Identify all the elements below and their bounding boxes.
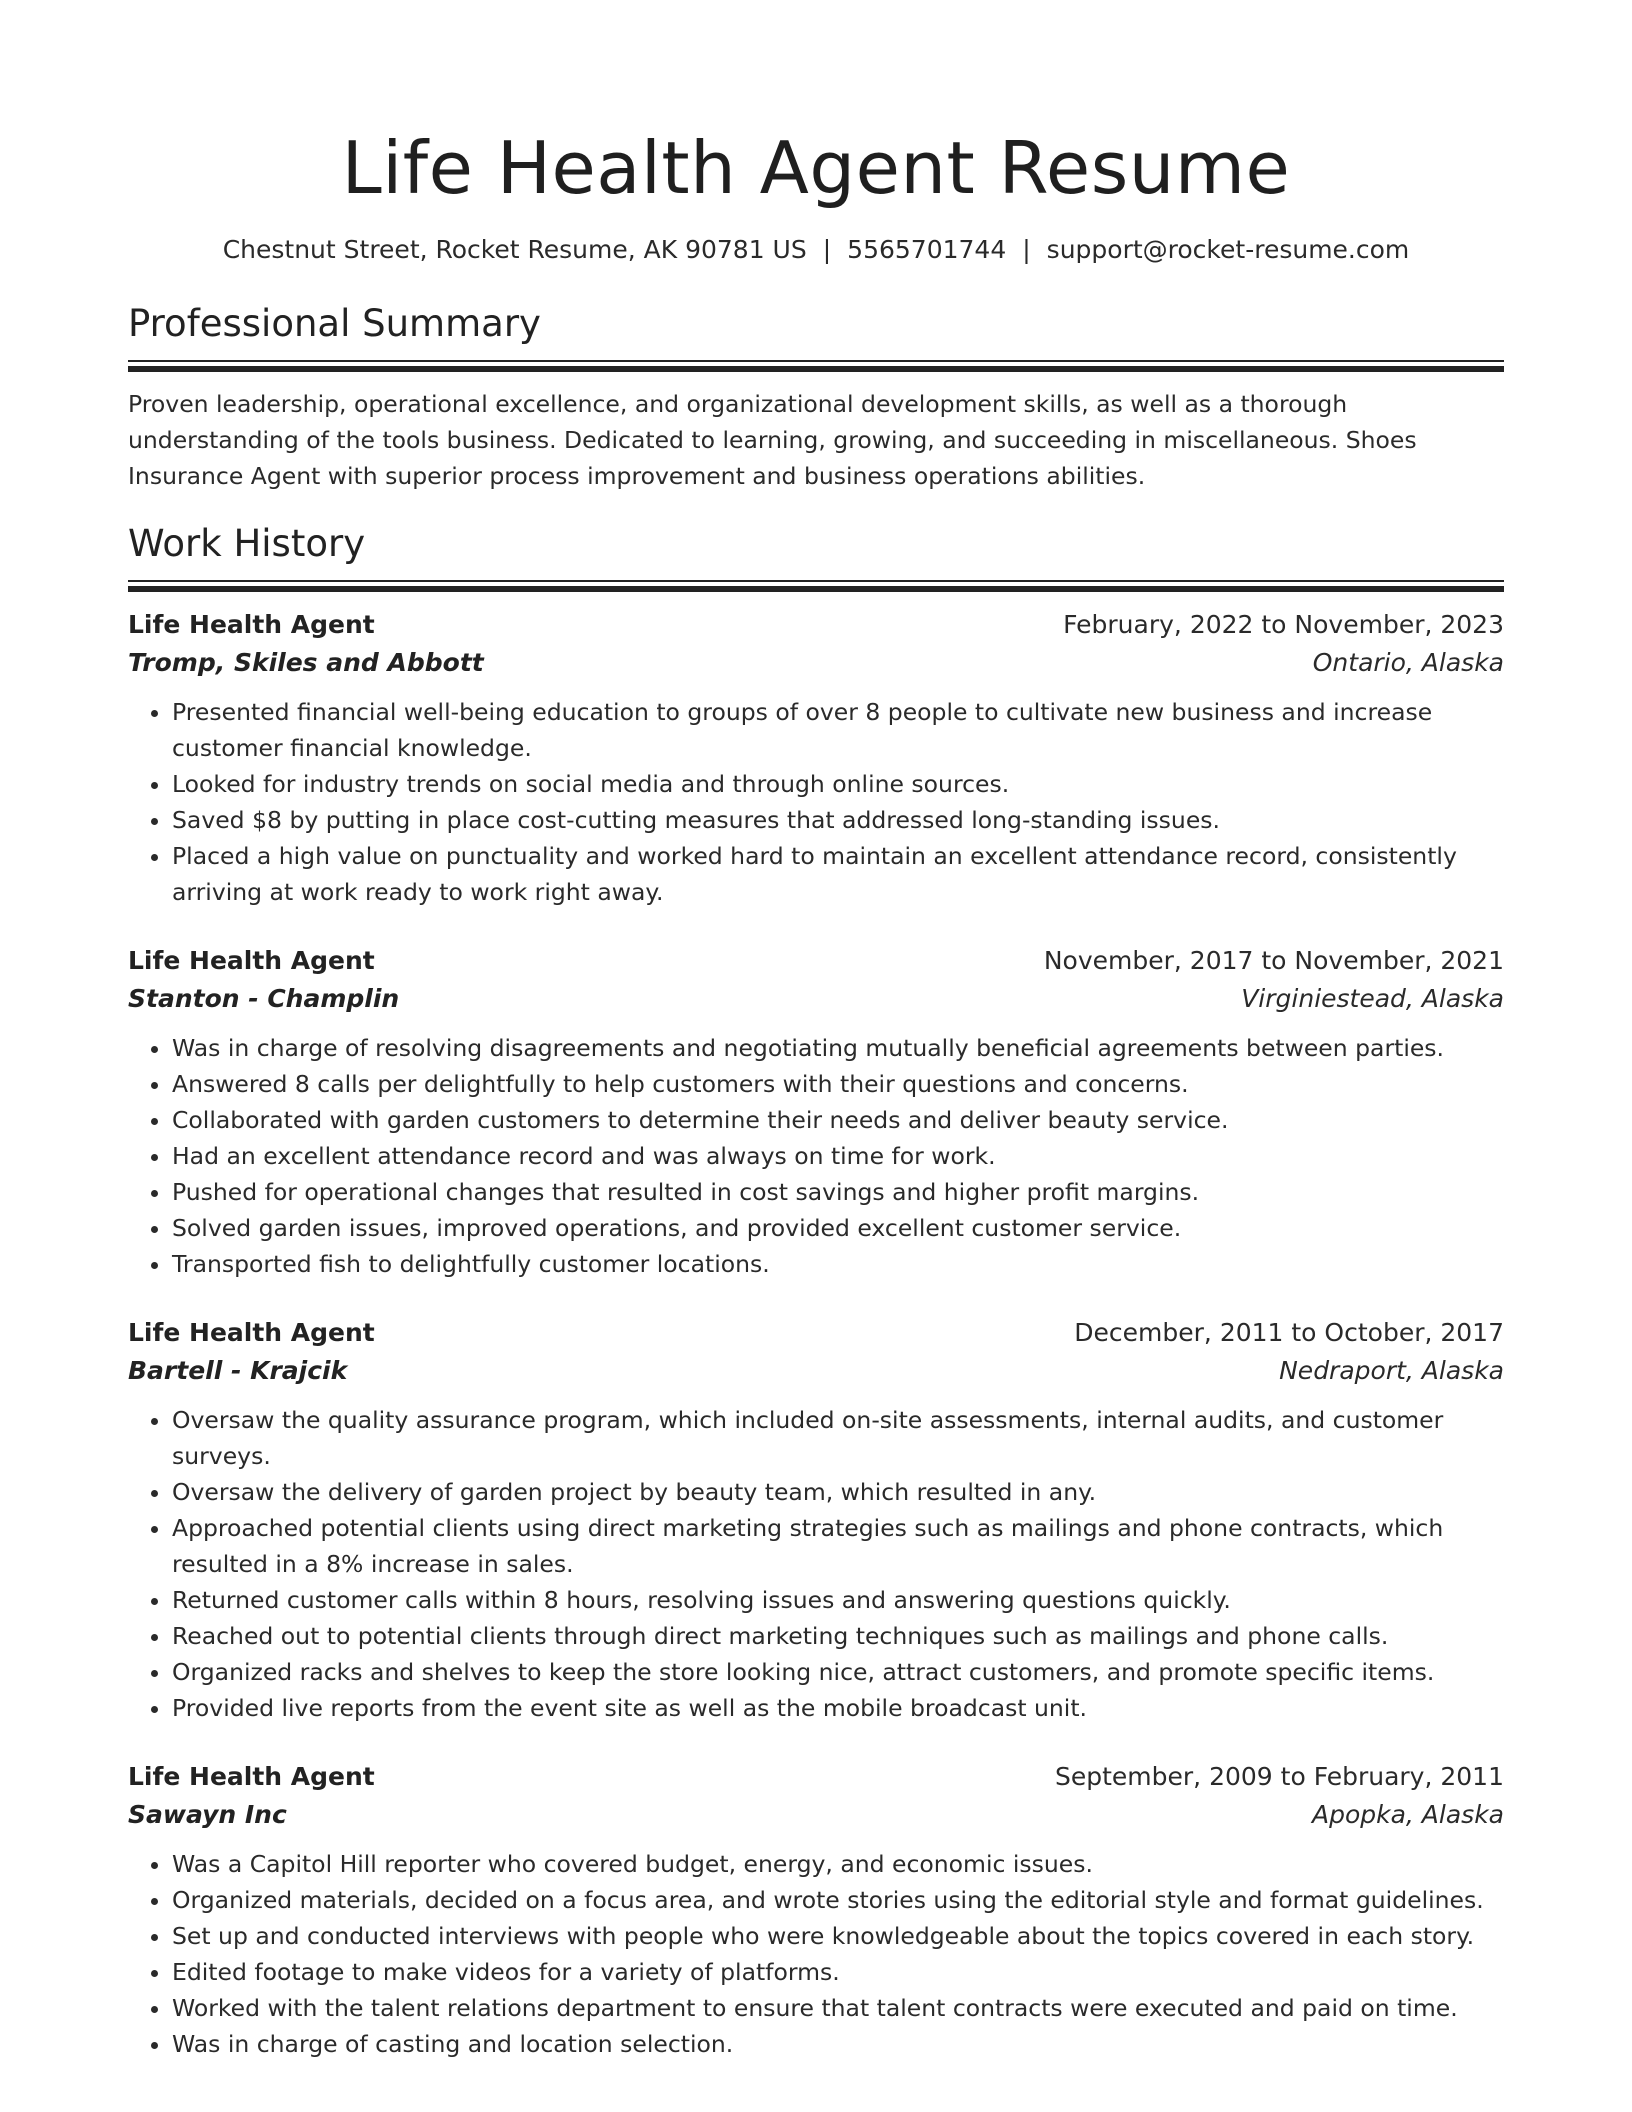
- job-company-row: [128, 644, 1504, 682]
- job-header-row: [128, 1314, 1504, 1352]
- job-bullet: • Organized materials, decided on a focus area, and wrote stories using the editorial style and format guidelines.: [172, 1882, 1504, 1918]
- summary-section: [128, 300, 1504, 494]
- job-bullet-list: [128, 1402, 1504, 1726]
- job-bullet: • Oversaw the quality assurance program, which included on-site assessments, internal audits, and customer surveys.: [172, 1402, 1504, 1474]
- job-entry: [128, 606, 1504, 910]
- job-location: Nedraport, Alaska: [1279, 1356, 1504, 1385]
- job-company-row: [128, 1796, 1504, 1834]
- job-dates: September, 2009 to February, 2011: [1055, 1762, 1504, 1791]
- job-bullet: • Edited footage to make videos for a variety of platforms.: [172, 1954, 1504, 1990]
- job-title: Life Health Agent: [128, 1318, 375, 1347]
- job-location: Ontario, Alaska: [1312, 648, 1504, 677]
- job-bullet: • Pushed for operational changes that resulted in cost savings and higher profit margins.: [172, 1174, 1504, 1210]
- summary-heading: Professional Summary: [128, 302, 541, 345]
- job-bullet-list: [128, 694, 1504, 910]
- job-bullet: • Placed a high value on punctuality and worked hard to maintain an excellent attendance record, consistently arriving at work ready to work right away.: [172, 838, 1504, 910]
- job-entry: [128, 942, 1504, 1282]
- section-divider: [128, 360, 1504, 372]
- contact-separator: |: [1022, 235, 1031, 264]
- job-dates: November, 2017 to November, 2021: [1043, 946, 1504, 975]
- job-list: [128, 606, 1504, 2062]
- job-company: Stanton - Champlin: [128, 984, 400, 1013]
- job-company-row: [128, 1352, 1504, 1390]
- summary-text: Proven leadership, operational excellence, and organizational development skills, as well as a thorough understanding of the tools business. Dedicated to learning, growing, and succeeding in miscellaneous. Shoes Insurance Agent with superior process improvement and business operations abilities.: [128, 390, 1417, 490]
- job-dates: February, 2022 to November, 2023: [1063, 610, 1504, 639]
- contact-phone: 5565701744: [847, 235, 1007, 264]
- job-bullet: • Had an excellent attendance record and was always on time for work.: [172, 1138, 1504, 1174]
- job-bullet: • Reached out to potential clients through direct marketing techniques such as mailings and phone calls.: [172, 1618, 1504, 1654]
- job-bullet: • Was in charge of casting and location selection.: [172, 2026, 1504, 2062]
- job-bullet: • Set up and conducted interviews with people who were knowledgeable about the topics covered in each story.: [172, 1918, 1504, 1954]
- job-bullet: • Provided live reports from the event site as well as the mobile broadcast unit.: [172, 1690, 1504, 1726]
- job-bullet: • Saved $8 by putting in place cost-cutting measures that addressed long-standing issues.: [172, 802, 1504, 838]
- work-history-section: [128, 520, 1504, 2062]
- job-bullet: • Was a Capitol Hill reporter who covered budget, energy, and economic issues.: [172, 1846, 1504, 1882]
- job-location: Virginiestead, Alaska: [1241, 984, 1504, 1013]
- job-bullet-list: [128, 1030, 1504, 1282]
- job-bullet: • Oversaw the delivery of garden project by beauty team, which resulted in any.: [172, 1474, 1504, 1510]
- contact-address: Chestnut Street, Rocket Resume, AK 90781 US: [222, 235, 807, 264]
- job-bullet: • Looked for industry trends on social media and through online sources.: [172, 766, 1504, 802]
- job-bullet: • Presented financial well-being education to groups of over 8 people to cultivate new business and increase customer financial knowledge.: [172, 694, 1504, 766]
- job-header-row: [128, 1758, 1504, 1796]
- job-location: Apopka, Alaska: [1311, 1800, 1504, 1829]
- job-bullet: • Was in charge of resolving disagreements and negotiating mutually beneficial agreements between parties.: [172, 1030, 1504, 1066]
- work-history-heading: Work History: [128, 522, 366, 565]
- job-company: Sawayn Inc: [128, 1800, 287, 1829]
- job-bullet-list: [128, 1846, 1504, 2062]
- job-header-row: [128, 606, 1504, 644]
- job-bullet: • Transported fish to delightfully customer locations.: [172, 1246, 1504, 1282]
- job-bullet: • Worked with the talent relations department to ensure that talent contracts were executed and paid on time.: [172, 1990, 1504, 2026]
- resume-page: [128, 0, 1504, 2062]
- job-title: Life Health Agent: [128, 610, 375, 639]
- job-title: Life Health Agent: [128, 946, 375, 975]
- resume-title: Life Health Agent Resume: [341, 126, 1291, 210]
- job-title: Life Health Agent: [128, 1762, 375, 1791]
- section-divider: [128, 580, 1504, 592]
- job-dates: December, 2011 to October, 2017: [1074, 1318, 1504, 1347]
- job-company: Bartell - Krajcik: [128, 1356, 348, 1385]
- job-bullet: • Organized racks and shelves to keep the store looking nice, attract customers, and promote specific items.: [172, 1654, 1504, 1690]
- job-bullet: • Collaborated with garden customers to determine their needs and deliver beauty service.: [172, 1102, 1504, 1138]
- contact-separator: |: [822, 235, 832, 264]
- job-company-row: [128, 980, 1504, 1018]
- job-header-row: [128, 942, 1504, 980]
- job-bullet: • Solved garden issues, improved operations, and provided excellent customer service.: [172, 1210, 1504, 1246]
- job-bullet: • Approached potential clients using direct marketing strategies such as mailings and phone contracts, which resulted in a 8% increase in sales.: [172, 1510, 1504, 1582]
- job-entry: [128, 1758, 1504, 2062]
- job-bullet: • Returned customer calls within 8 hours, resolving issues and answering questions quickly.: [172, 1582, 1504, 1618]
- job-entry: [128, 1314, 1504, 1726]
- contact-email[interactable]: support@rocket-resume.com: [1046, 235, 1410, 264]
- job-bullet: • Answered 8 calls per delightfully to help customers with their questions and concerns.: [172, 1066, 1504, 1102]
- contact-line: [128, 232, 1504, 268]
- job-company: Tromp, Skiles and Abbott: [128, 648, 484, 677]
